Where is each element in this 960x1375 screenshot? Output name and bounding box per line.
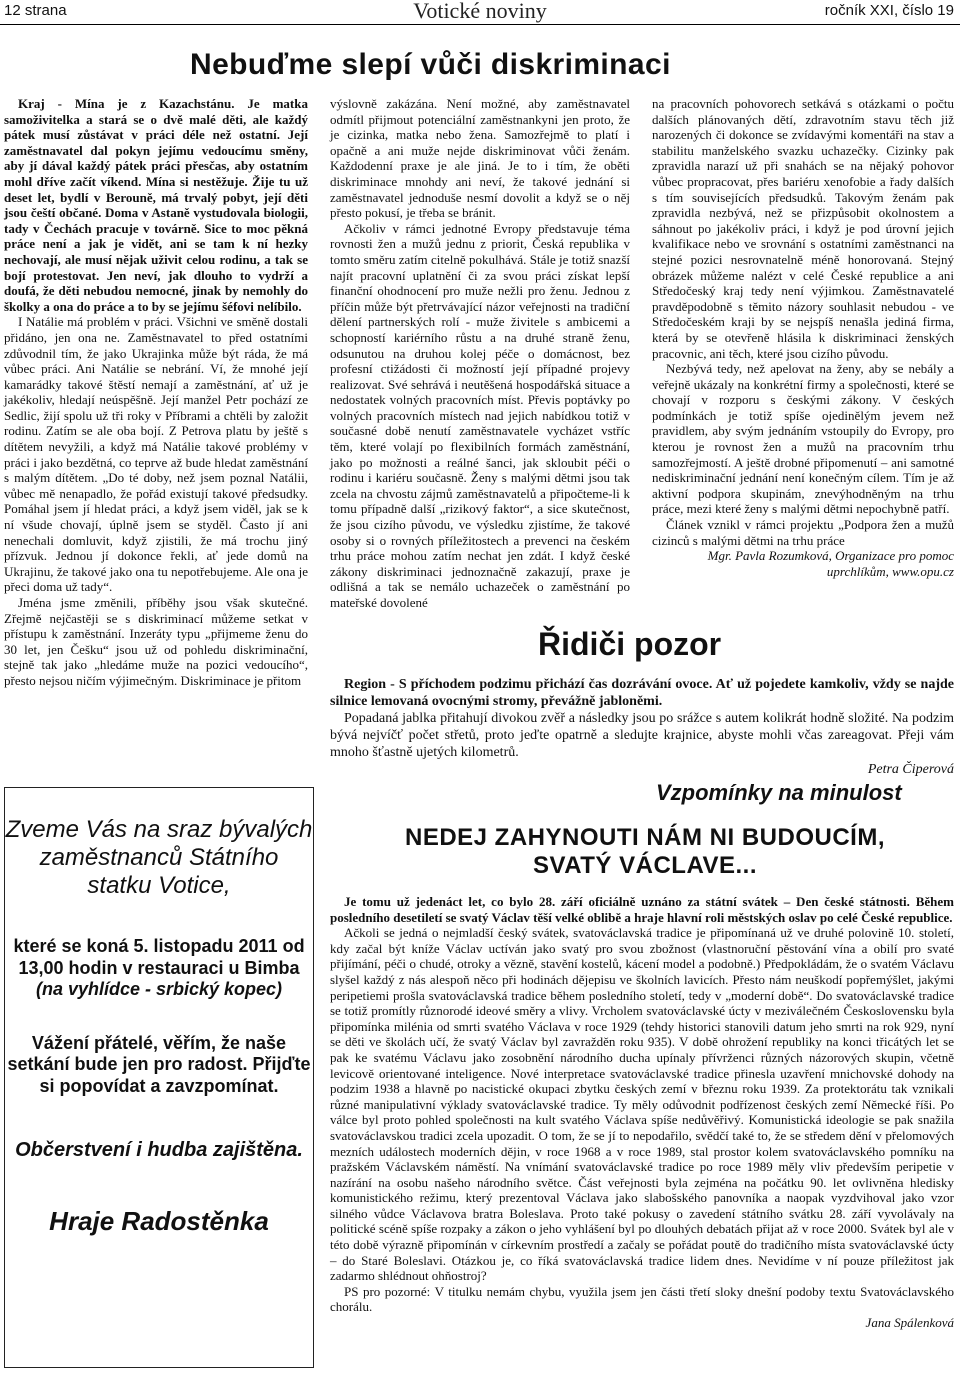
- article1-paragraph: I Natálie má problém v práci. Všichni ve směně dostali přidáno, jen ona ne. Zaměstnavatel to před ostatními zdůvodnil tím, že jako Ukrajinka může být ráda, že má vůbec práci. Ani Natálie se nebrání. Ví, že mnohé její kamarádky takové štěstí nemají a zaměstnání, ať už je jakékoliv, hledají neúspěšně. Její manžel Petr pochází ze Sedlic, žijí spolu už tři roky v Příbrami a chtěli by založit rodinu. Zatím se ale oba bojí. Z Petrova platu by ještě s dítětem nevyžili, a když má Natálie takové problémy v práci i jako bezdětná, co teprve až bude hledat zaměstnání s malým dítětem. „Do té doby, než jsem poznal Natálii, vůbec mě nenapadlo, že pořád existují takové předsudky. Pomáhal jsem jí hledat práci, a když jsem viděl, jak se k ní všude chovají, úplně jsem se styděl. Často jí ani nenechali domluvit, když zjistili, že má trochu jiný přízvuk. Jednou jí dokonce řekli, ať jede domů na Ukrajinu, že takové jako ona tu nepotřebujeme. Ale ona je přeci doma už tady“.: [4, 314, 308, 595]
- article3-body: [330, 894, 954, 1331]
- article1-paragraph: na pracovních pohovorech setkává s otázkami o počtu dalších plánovaných dětí, zdravotním stavu těch již narozených či dokonce se zvídavými komentáři na stav a stabilitu manželského svazku uchazečky. Cizinky pak zpravidla narazí už při snahách se na nějaký pohovor vůbec propracovat, přes bariéru xenofobie a řady dalších s tím souvisejících předsudků. Takovým ženám pak zpravidla nezbývá, než se přizpůsobit okolnostem a sáhnout po jakékoliv práci, i když je pod úrovní jejich kvalifikace nebo ve srovnání s ostatními zaměstnanci na stejné pozici nesrovnatelně méně honorovaná. Stejný obrázek můžeme nalézt v celé České republice a ani Středočeský kraj tedy není výjimkou. Zaměstnavatelé pravděpodobně s těmito názory souhlasit nebudou - ve Středočeském kraji by se nejspíš nenašla jediná firma, která by se otevřeně hlásila k diskriminaci ženských pracovnic, ani těch, které jsou cizího původu.: [652, 96, 954, 361]
- issue-info: ročník XXI, číslo 19: [824, 2, 954, 19]
- article3-kicker: Vzpomínky na minulost: [656, 780, 902, 805]
- invitation-refreshments: Občerstvení i hudba zajištěna.: [15, 1138, 303, 1161]
- article3-byline: Jana Spálenková: [865, 1315, 954, 1331]
- article2-paragraph: Popadaná jablka přitahují divokou zvěř a následky jsou po srážce s autem kolikrát hodně složité. Na podzim bývá nejvíčť počet střetů, proto jeďte opatrně a sledujte krajnice, abyste mohli včas zareagovat. Přeji vám mnoho šťastně ujetých kilometrů.: [330, 711, 954, 760]
- article1-column1: [4, 96, 308, 689]
- invitation-event: které se koná 5. listopadu 2011 od 13,00 hodin v restauraci u Bimba: [13, 936, 305, 978]
- article3-lead: Je tomu už jedenáct let, co bylo 28. září oficiálně uznáno za státní svátek – Den české státnosti. Během posledního desetiletí se svatý Václav těší velké oblibě a hraje hlavní roli městských oslav po celé České republice.: [330, 894, 954, 925]
- newspaper-title: Votické noviny: [413, 0, 547, 23]
- article-title-drivers: Řidiči pozor: [538, 626, 722, 662]
- article1-paragraph: Jména jsme změnili, příběhy jsou však skutečné. Zřejmě nejčastěji se s diskriminací můžeme setkat v přístupu k zaměstnání. Inzeráty typu „přijmeme ženu do 30 let, jen Češku“ jsou už od pohledu diskriminační, stejně tak jako „hledáme muže na pozici vedoucího“, přesto nejsou ničím výjimečným. Diskriminace je přitom: [4, 595, 308, 688]
- article2-lead: Region - S příchodem podzimu přichází čas dozrávání ovoce. Ať už pojedete kamkoliv, vždy se najde silnice lemovaná ovocnými stromy, převážně jabloněmi.: [330, 677, 954, 709]
- page-number: 12 strana: [4, 2, 67, 19]
- invitation-greeting: Vážení přátelé, věřím, že naše setkání bude jen pro radost. Přijďte si popovídat a zavzpomínat.: [7, 1032, 311, 1096]
- article3-ps: PS pro pozorné: V titulku nemám chybu, využila jsem jen části třetí sloky dnešní podoby textu Svatováclavského chorálu.: [330, 1283, 954, 1315]
- article1-paragraph: Článek vznikl v rámci projektu „Podpora žen a mužů cizinců s malými dětmi na trhu práce: [652, 517, 954, 548]
- article2-byline: Petra Čiperová: [867, 762, 954, 777]
- invitation-music: Hraje Radostěnka: [49, 1205, 269, 1236]
- article3-title-line1: NEDEJ ZAHYNOUTI NÁM NI BUDOUCÍM,: [404, 824, 885, 851]
- article1-byline: Mgr. Pavla Rozumková, Organizace pro pomoc uprchlíkům, www.opu.cz: [707, 548, 954, 579]
- article3-paragraph: Ačkoli se jedná o nejmladší český svátek, svatováclavská tradice je připomínaná už ve druhé polovině 10. století, kdy začal být kníže Václav uctíván jako svatý pro svou zbožnost (vlastnoruční pěstování vína a obilí pro svaté přijímání, péči o chudé, otroky a vězně, stavění kostelů, kácení model a podobně.) Předpokládám, že o svatém Václavu slyšel každý z nás alespoň něco při hodinách dějepisu ve školních lavicích. Přesto nám neuškodí popřemýšlet, jakými peripetiemi prošla svatováclavská tradice během posledního století, tedy v „moderní době“. Do svatováclavské tradice se totiž promítly různorodé ideové směry a vlivy. Vrcholem svatováclavské úcty v meziválečném Československu byla připomínka milénia od smrti svatého Václava v roce 1929 (tehdy historici stanovili datum jeho smrti na rok 929, nyní se děti ve školách učí, že svatý Václav byl zavražděn roku 935). V době ohrožení republiky na konci třicátých let se pak ke svatému Václavu jako zosobnění národního ducha upínaly přívrženci různých názorových skupin, včetně levicově orientované inteligence. Nové interpretace svatováclavské tradice přinesla uzavření mnichovské dohody na podzim 1938 a hlavně po nacistické okupaci zbytku českých zemí v březnu roku 1939. Za protektorátu tak vznikali různé manipulativní výklady svatováclavské tradice. Ty měly odůvodnit podřízenost českých zemí Německé říši. Po válce byl proto pohled společnosti na kult svatého Václava spíše nedůvěřivý. Komunistická ideologie se pak snažila svatováclavskou tradici zcela upozadit. O tom, že se jí to nepodařilo, svědčí také to, že se středem dění v přelomových mezních událostech moderních dějin, v roce 1968 a v roce 1989, stal prostor kolem svatováclavského pomníku na pražském Václavském náměstí. Na vnímání svatováclavské tradice po roce 1989 měly vliv především peripetie v nazírání na osobu našeho národního světce. Část veřejnosti byla zejména na počátku 90. let ovlivněna hledisky komunistického režimu, který prezentoval Václava jako slabošského panovníka a naopak vyzdvihoval jako vzor silného vůdce Václavova bratra Boleslava. Proto také pokusy o zavedení státního svátku 28. září vyvolávaly na politické scéně spíše rozpaky a zákon o jeho vyhlášení byl po dlouhých debatách přijat až v roce 2000. Svátek byl ale v této době výrazně připomínán v církevním prostředí a začaly se pořádat poutě do tradičního místa svatováclavské úcty – do Staré Boleslavi. Otázkou je, co říká svatováclavská tradice lidem dnes. Nevidíme v ní pouze příležitost jak zadarmo shlédnout ohňostroj?: [330, 925, 954, 1284]
- invitation-heading: Zveme Vás na sraz bývalých zaměstnanců Státního statku Votice,: [5, 816, 313, 899]
- article1-paragraph: Ačkoliv v rámci jednotné Evropy představuje téma rovnosti žen a mužů jednu z priorit, Česká republika v tomto směru zatím citelně pokulhává. Stále je totiž snazší najít pracovní uplatnění či za svou práci získat lepší finanční ohodnocení pro muže nežli pro ženu. Jednou z příčin může být přetrvávající názor veřejnosti na tradiční dělení partnerských rolí - muže živitele s ambicemi a schopností kariérního růstu a na druhé straně ženu, odsunutou na druhou kolej péče o domácnost, bez profesní ctižádosti či možností její případné projevy realizovat. Své sehrává i neutěšená hospodářská situace a nedostatek volných pracovních míst. Převis poptávky po volných pracovních místech nad jejich nabídkou totiž v současné době nenutí zaměstnavatele vycházet vstříc těm, které volají po flexibilních formách zaměstnání, jako po možnosti a reálné šanci, jak skloubit péči o rodinu i kariéru současně. Ženy s malými dětmi jsou tak zcela na chvostu zájmů zaměstnavatelů a připočteme-li k tomu případně další „rizikový faktor“, a sice skutečnost, že jsou cizího původu, ve výsledku zjistíme, že takové osoby si o rovných příležitostech a prevenci na českém trhu práce mohou zatím nechat jen zdát. I když české zákony diskriminaci jednoznačně zakazují, praxe je odlišná a tak se nemálo uchazeček o zaměstnání po mateřské dovolené: [330, 220, 630, 610]
- article3-title-line2: SVATÝ VÁCLAVE...: [532, 852, 758, 879]
- article1-column2: [330, 96, 630, 611]
- header-rule: [0, 24, 960, 25]
- article1-paragraph: Nezbývá tedy, než apelovat na ženy, aby se nebály a veřejně ukázaly na konkrétní firmy a společnosti, které se chovají v rozporu s českými zákony. V českých podmínkách je totiž spíše ojedinělým jevem než pravidlem, aby svým jednáním vstoupily do Evropy, pro kterou je rovnost žen a mužů na pracovním trhu samozřejmostí. A ještě drobné připomenutí – ani samotné nediskriminační jednání není konečným cílem. Tím je až aktivní podpora skupinám, znevýhodněným na trhu práce, mezi které ženy s malými dětmi nepochybně patří.: [652, 361, 954, 517]
- invitation-box: [4, 787, 314, 1368]
- invitation-location: (na vyhlídce - srbický kopec): [35, 979, 283, 1000]
- article2-body: [330, 676, 954, 778]
- article1-column3: [652, 96, 954, 579]
- article1-paragraph: výslovně zakázána. Není možné, aby zaměstnavatel odmítl přijmout potenciální zaměstnankyni jen proto, že je cizinka, matka nebo žena. Samozřejmě to platí i opačně a ani muže nejde diskriminovat vůči ženám. Každodenní praxe je ale jiná. Je to i tím, že oběti diskriminace mnohdy ani neví, že takové jednání si zaměstnavatel jednoduše nesmí dovolit a když se o něj přesto pokusí, je třeba se bránit.: [330, 96, 630, 221]
- article-title-discrimination: Nebuďme slepí vůči diskriminaci: [190, 48, 671, 81]
- article1-lead: Kraj - Mína je z Kazachstánu. Je matka samoživitelka a stará se o dvě malé děti, ale každý pátek musí zůstávat v práci déle než ostatní. Její zaměstnavatel dal pokyn jejímu vedoucímu směny, aby jí dával každý pátek práci přesčas, aby ostatním mohl dříve začít víkend. Mína si nestěžuje. Žije tu už deset let, bydlí v Berouně, má trvalý pobyt, její děti jsou čeští občané. Doma v Astaně vystudovala biologii, tady v Čechách pracuje v továrně. Sice to moc pěkná práce není a jak je vidět, ani se tam k ní hezky nechovají, ale musí nějak uživit celou rodinu, a tak se bojí protestovat. Jen neví, jak dlouho to vydrží a doufá, že děti nebudou nemocné, jinak by nemohly do školky a ona do práce a to by se jejímu šéfovi nelíbilo.: [4, 96, 308, 314]
